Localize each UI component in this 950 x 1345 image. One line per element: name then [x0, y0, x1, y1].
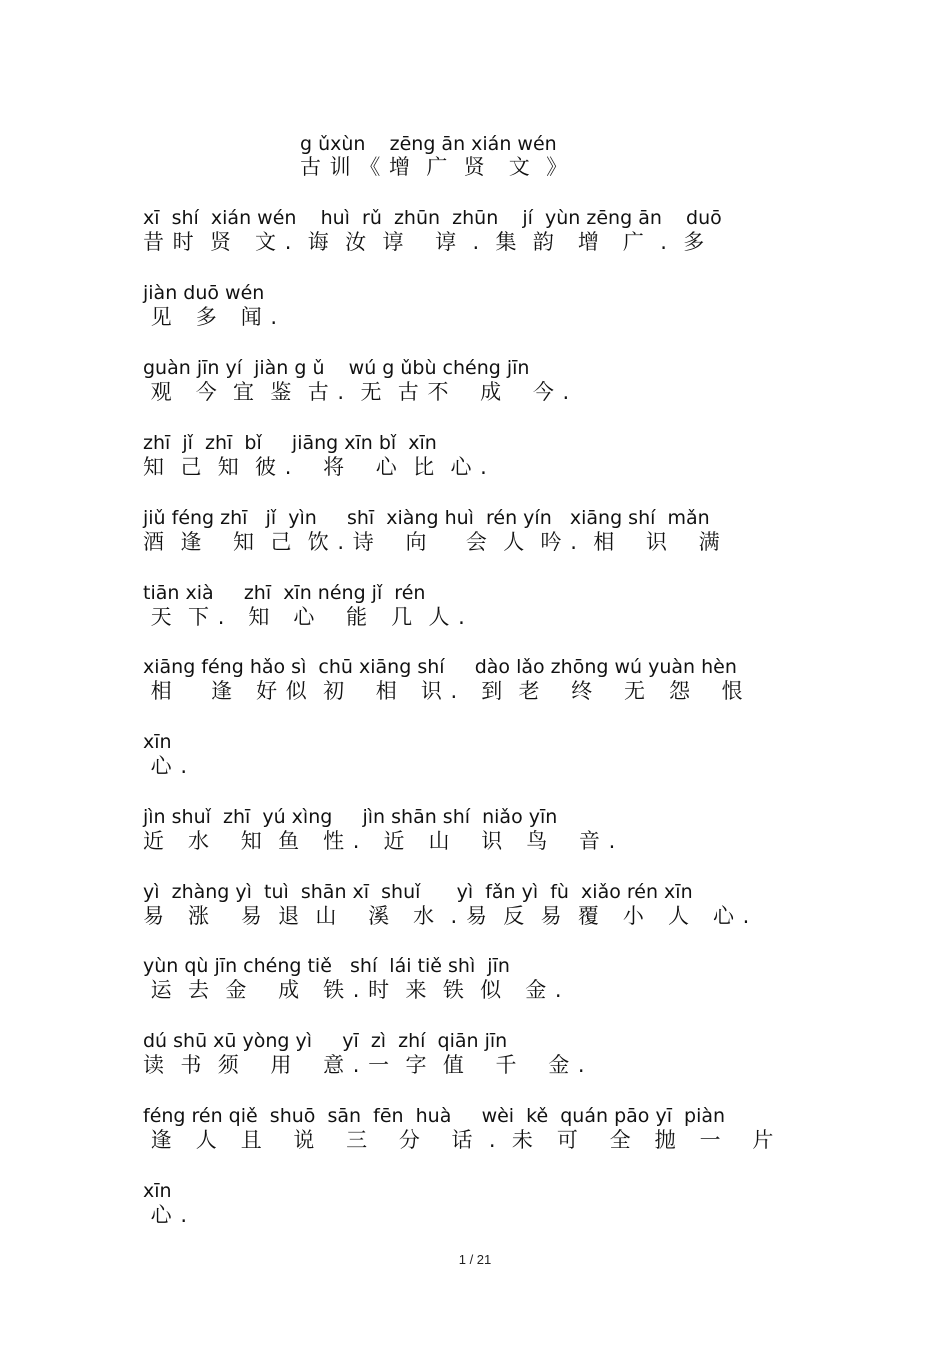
- hanzi-line: 逢 人 且 说 三 分 话 . 未 可 全 抛 一 片: [143, 1128, 775, 1152]
- pinyin-line: jiǔ féng zhī jǐ yìn shī xiàng huì rén yín xiāng shí mǎn: [143, 507, 710, 529]
- pinyin-line: jìn shuǐ zhī yú xìng jìn shān shí niǎo yīn: [143, 806, 558, 828]
- page-number: 1 / 21: [458, 1252, 492, 1267]
- title-pinyin: g ǔxùn zēng ān xián wén: [300, 133, 557, 155]
- hanzi-line: 酒 逢 知 己 饮 . 诗 向 会 人 吟 . 相 识 满: [143, 530, 721, 554]
- pinyin-line: dú shū xū yòng yì yī zì zhí qiān jīn: [143, 1030, 508, 1052]
- hanzi-line: 观 今 宜 鉴 古 . 无 古 不 成 今 .: [143, 380, 571, 404]
- hanzi-line: 易 涨 易 退 山 溪 水 . 易 反 易 覆 小 人 心 .: [143, 904, 751, 928]
- hanzi-line: 心 .: [143, 1203, 189, 1227]
- hanzi-line: 相 逢 好 似 初 相 识 . 到 老 终 无 怨 恨: [143, 679, 744, 703]
- hanzi-line: 见 多 闻 .: [143, 305, 279, 329]
- title-hanzi: 古 训 《 增 广 贤 文 》: [300, 155, 569, 179]
- pinyin-line: féng rén qiě shuō sān fēn huà wèi kě quán pāo yī piàn: [143, 1105, 726, 1127]
- pinyin-line: xī shí xián wén huì rǔ zhūn zhūn jí yùn zēng ān duō: [143, 207, 722, 229]
- hanzi-line: 心 .: [143, 754, 189, 778]
- hanzi-line: 运 去 金 成 铁 . 时 来 铁 似 金 .: [143, 978, 563, 1002]
- hanzi-line: 昔 时 贤 文 . 诲 汝 谆 谆 . 集 韵 增 广 . 多: [143, 230, 706, 254]
- pinyin-line: tiān xià zhī xīn néng jǐ rén: [143, 582, 426, 604]
- pinyin-line: xīn: [143, 1180, 172, 1202]
- pinyin-line: yùn qù jīn chéng tiě shí lái tiě shì jīn: [143, 955, 510, 977]
- pinyin-line: xiāng féng hǎo sì chū xiāng shí dào lǎo zhōng wú yuàn hèn: [143, 656, 737, 678]
- pinyin-line: yì zhàng yì tuì shān xī shuǐ yì fǎn yì fù xiǎo rén xīn: [143, 881, 693, 903]
- hanzi-line: 天 下 . 知 心 能 几 人 .: [143, 605, 466, 629]
- pinyin-line: jiàn duō wén: [143, 282, 265, 304]
- hanzi-line: 近 水 知 鱼 性 . 近 山 识 鸟 音 .: [143, 829, 617, 853]
- pinyin-line: xīn: [143, 731, 172, 753]
- pinyin-line: zhī jǐ zhī bǐ jiāng xīn bǐ xīn: [143, 432, 437, 454]
- pinyin-line: guàn jīn yí jiàn g ǔ wú g ǔbù chéng jīn: [143, 357, 530, 379]
- hanzi-line: 知 己 知 彼 . 将 心 比 心 .: [143, 455, 488, 479]
- hanzi-line: 读 书 须 用 意 . 一 字 值 千 金 .: [143, 1053, 586, 1077]
